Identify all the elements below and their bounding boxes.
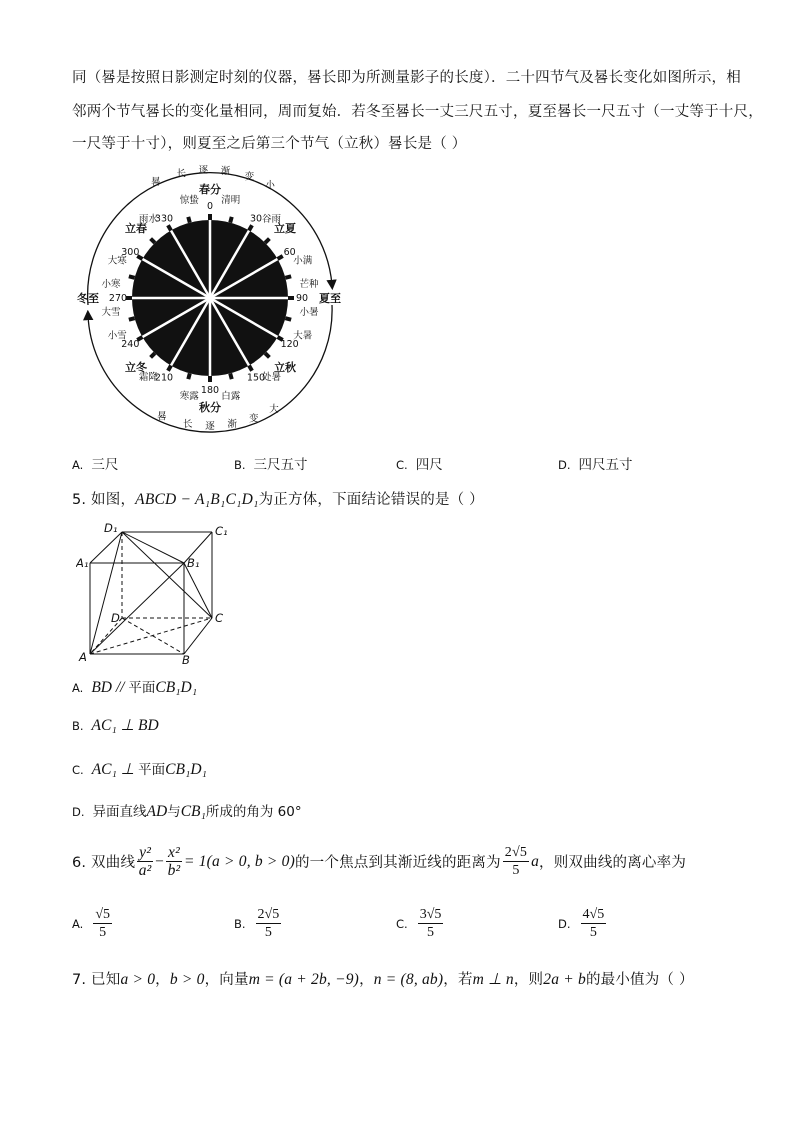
degree-label: 270 [108,293,128,304]
term-summer-start: 立夏 [274,222,296,235]
arc-word: 大 [269,403,279,415]
question-text-line: 同（晷是按照日影测定时刻的仪器，晷长即为所测量影子的长度）．二十四节气及晷长变化如图所示，相 [72,70,741,86]
arc-word: 逐 [205,421,215,432]
label-a: A [79,650,87,664]
dial-tick [228,216,233,223]
option-c[interactable]: C. 四尺 [396,457,443,473]
term-spring-start: 立春 [125,222,147,235]
label-b1: B₁ [187,556,200,570]
dial-tick [228,373,233,380]
degree-label: 0 [206,201,214,212]
question-text-line: 一尺等于十寸），则夏至之后第三个节气（立秋）晷长是（ ） [72,136,467,152]
sundial-diagram [60,160,360,440]
degree-label: 240 [121,339,140,350]
dial-tick [128,316,135,321]
label-d: D [111,611,120,625]
degree-label: 90 [295,293,309,304]
minor-term: 惊蛰 [179,195,199,207]
minor-term: 小满 [293,255,313,267]
question-6-stem: 6. 双曲线 $\frac{\text{y²}}{\text{a²}}$ − $\frac{\text{x²}}{\text{b²}}$ = 1(a > 0, b > 0) 的一个焦点到其渐近线的距离为 $\frac{2√5}{5}$ a ，则双曲线的离心率为 [72,844,687,879]
cube-diagram [76,518,236,668]
term-summer: 夏至 [319,292,341,305]
q5-option-a[interactable]: A. BD // 平面CB₁D₁ [72,679,198,696]
arc-word: 晷 [151,176,161,188]
label-d1: D₁ [104,521,118,535]
q5-option-c[interactable]: C. AC₁ ⊥ 平面CB₁D₁ [72,761,207,778]
dial-tick [128,274,135,279]
minor-term: 雨水 [138,214,158,226]
minor-term: 霜降 [138,371,158,383]
term-spring: 春分 [199,183,221,196]
q6-option-a[interactable]: A. $\frac{√5}{5}$ [72,907,111,940]
minor-term: 小寒 [101,279,121,291]
q5-option-d[interactable]: D. 异面直线AD与CB₁所成的角为 60° [72,803,302,820]
minor-term: 大雪 [101,306,121,318]
dial-tick [285,316,292,321]
degree-label: 210 [154,372,174,384]
term-winter-start: 立冬 [125,361,147,374]
arc-word: 渐 [227,419,237,431]
q6-option-b[interactable]: B. $\frac{2√5}{5}$ [234,907,280,940]
dial-tick [186,216,191,223]
minor-term: 谷雨 [262,214,282,226]
option-a[interactable]: A. 三尺 [72,457,119,473]
arc-word: 长 [176,168,186,180]
arc-word: 逐 [198,165,209,177]
q6-option-d[interactable]: D. $\frac{4√5}{5}$ [558,907,605,940]
arc-word: 晷 [157,411,167,423]
question-7-stem: 7. 已知a > 0，b > 0，向量m = (a + 2b, −9)，n = (8, ab)，若m ⊥ n，则2a + b的最小值为（ ） [72,971,694,988]
degree-label: 300 [121,247,140,258]
arc-word: 变 [249,413,259,425]
option-b[interactable]: B. 三尺五寸 [234,457,308,473]
minor-term: 白露 [221,390,241,402]
minor-term: 小雪 [107,330,127,342]
dial-tick [288,296,294,300]
term-autumn-start: 立秋 [274,361,296,374]
minor-term: 清明 [221,195,241,207]
dial-tick [208,376,212,382]
question-5-stem: 5. 如图，ABCD − A₁B₁C₁D₁为正方体，下面结论错误的是（ ） [72,491,484,508]
term-autumn: 秋分 [199,401,221,414]
minor-term: 小暑 [299,306,319,318]
label-c1: C₁ [215,524,228,538]
degree-label: 180 [200,385,220,396]
arc-word: 渐 [220,165,231,177]
minor-term: 寒露 [179,390,199,402]
dial-tick [285,274,292,279]
q5-option-b[interactable]: B. AC₁ ⊥ BD [72,717,159,734]
minor-term: 芒种 [299,279,319,291]
option-d[interactable]: D. 四尺五寸 [558,457,633,473]
degree-label: 330 [154,213,174,225]
dial-tick [186,373,191,380]
minor-term: 大暑 [293,330,313,342]
question-text-line: 邻两个节气晷长的变化量相同，周而复始．若冬至晷长一丈三尺五寸，夏至晷长一尺五寸（一丈等于十尺， [72,104,763,120]
degree-label: 150 [246,372,266,384]
label-b: B [182,653,190,667]
center-dot [207,295,214,302]
minor-term: 大寒 [107,255,127,267]
arc-word: 长 [183,419,193,431]
arc-word: 变 [244,171,255,183]
dial-tick [208,214,212,220]
term-winter: 冬至 [77,292,99,305]
label-a1: A₁ [76,556,89,570]
arc-word: 小 [265,179,275,191]
minor-term: 处暑 [262,371,282,383]
label-c: C [215,611,224,625]
degree-label: 120 [280,339,299,350]
degree-label: 30 [249,213,263,225]
q6-option-c[interactable]: C. $\frac{3√5}{5}$ [396,907,442,940]
degree-label: 60 [283,247,296,258]
